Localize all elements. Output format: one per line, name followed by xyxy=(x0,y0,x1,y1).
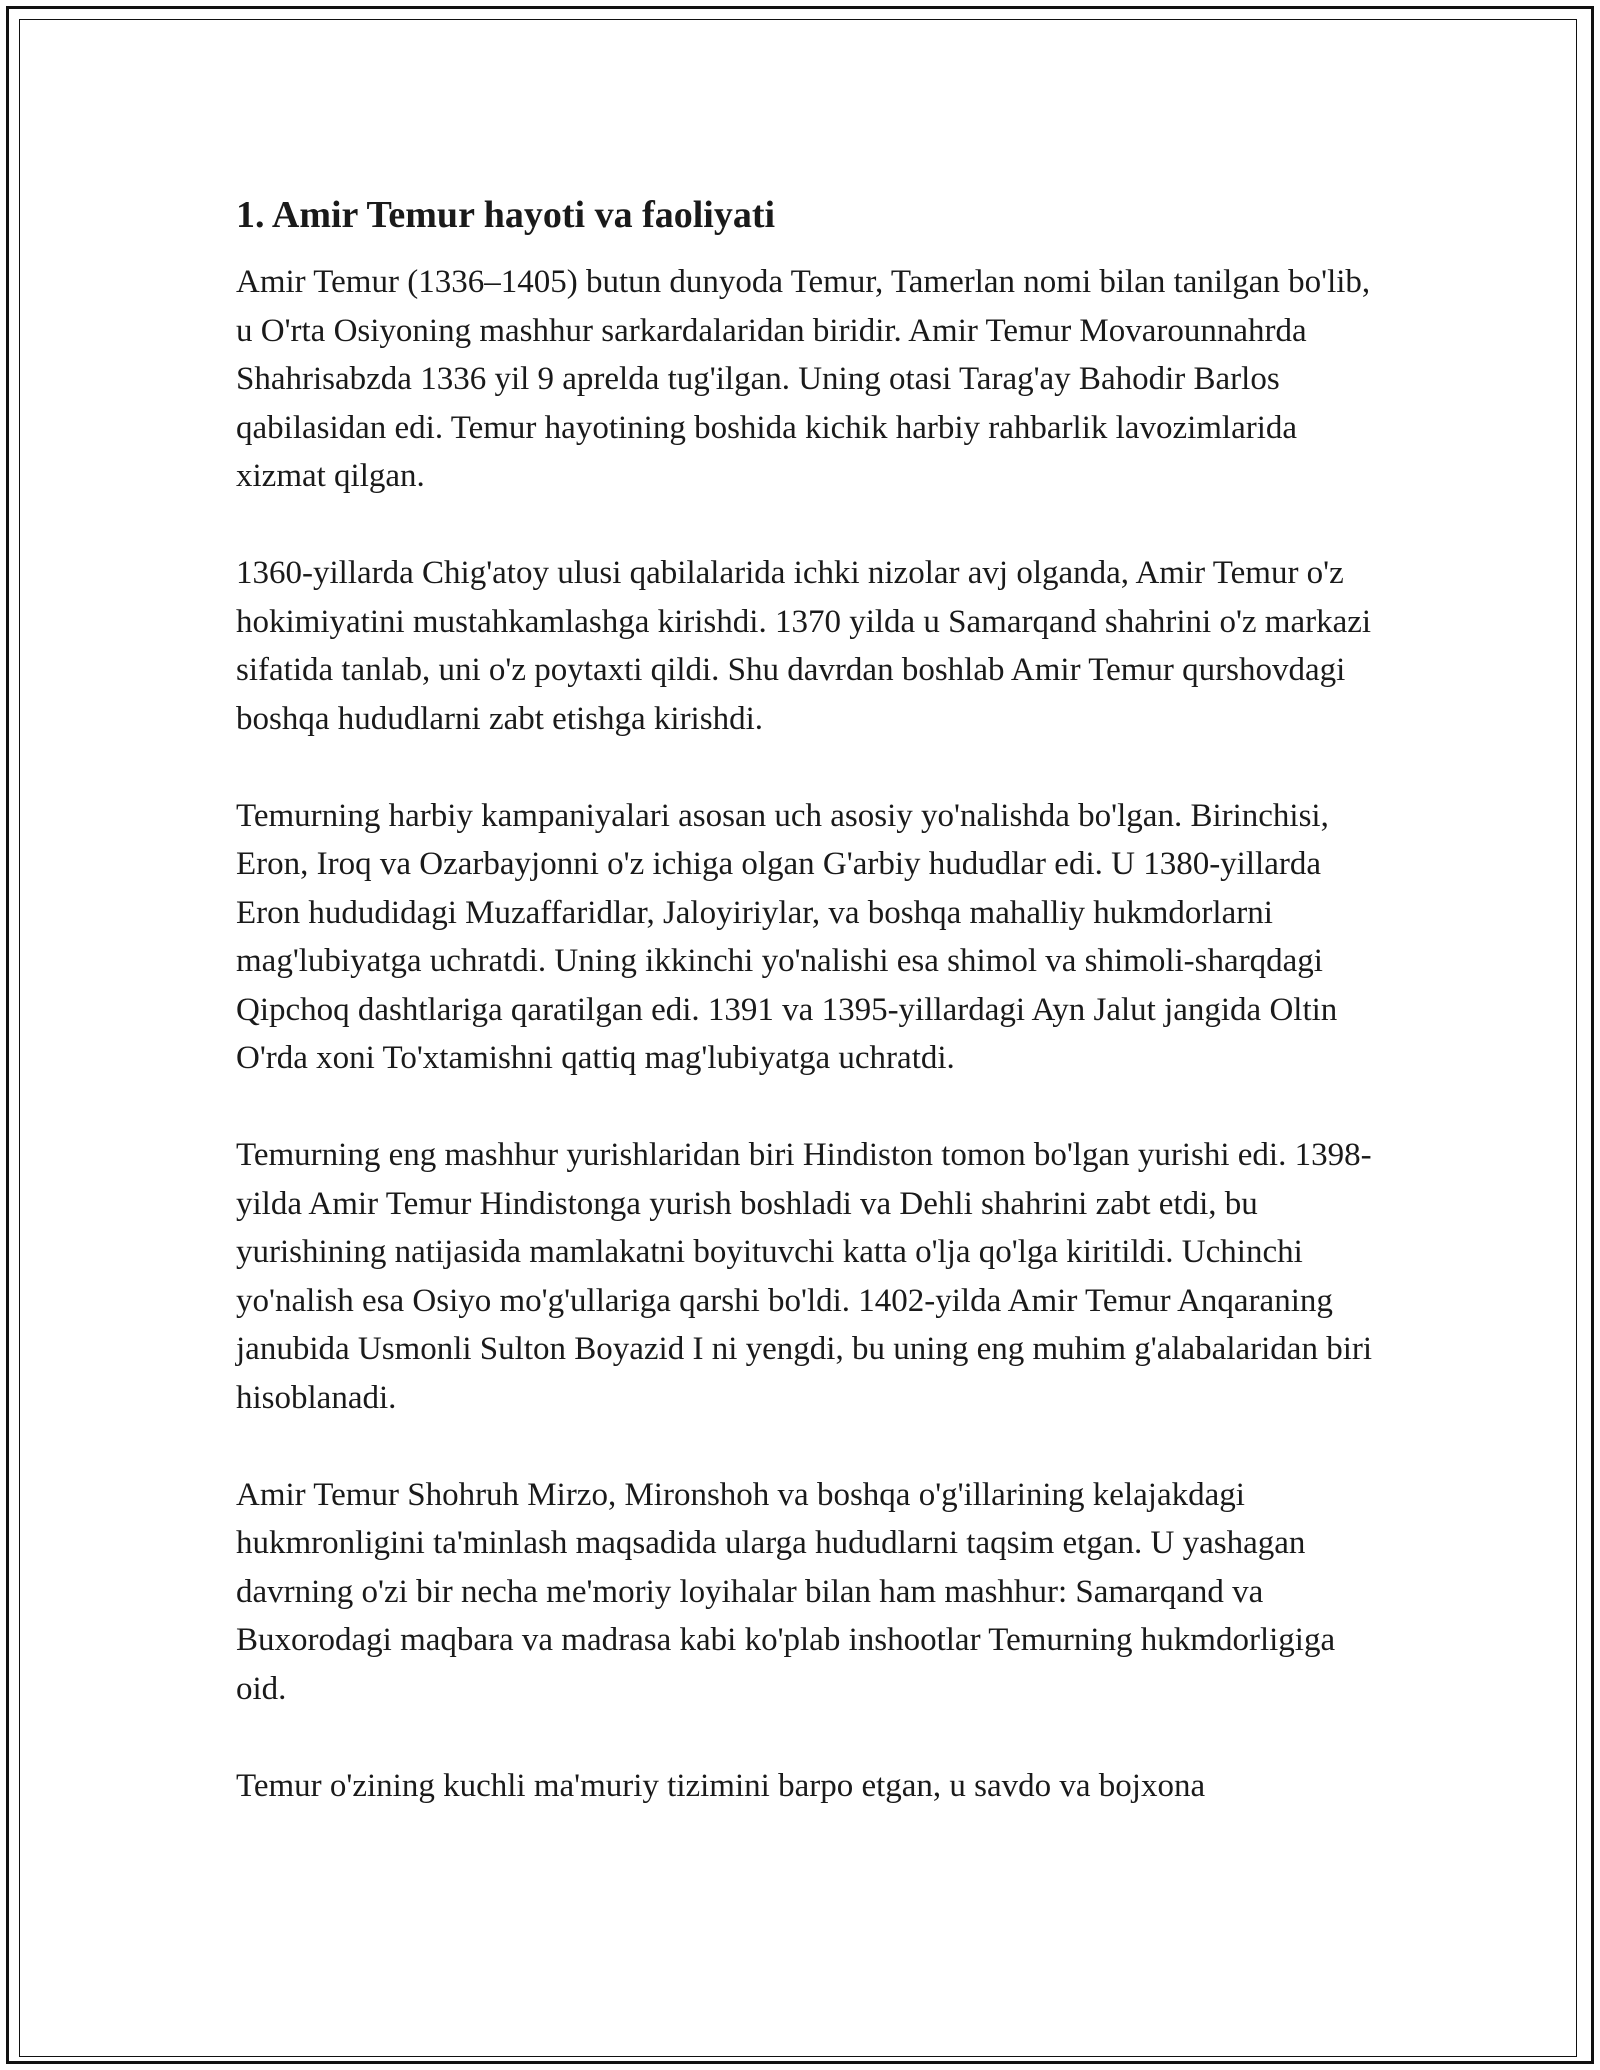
section-heading: 1. Amir Temur hayoti va faoliyati xyxy=(236,194,776,236)
paragraph-6: Temur o'zining kuchli ma'muriy tizimini barpo etgan, u savdo va bojxona xyxy=(236,1767,1206,1804)
paragraph-4: Temurning eng mashhur yurishlaridan biri Hindiston tomon bo'lgan yurishi edi. 1398-yilda Amir Temur Hindistonga yurish boshladi va Dehli shahrini zabt etdi, bu yurishining natijasida mamlakatni boyituvchi katta o'lja qo'lga kiritildi. Uchinchi yo'nalish esa Osiyo mo'g'ullariga qarshi bo'ldi. 1402-yilda Amir Temur Anqaraning janubida Usmonli Sulton Boyazid I ni yengdi, bu uning eng muhim g'alabalaridan biri hisoblanadi. xyxy=(236,1137,1373,1416)
paragraph-3: Temurning harbiy kampaniyalari asosan uch asosiy yo'nalishda bo'lgan. Birinchisi, Eron, Iroq va Ozarbayjonni o'z ichiga olgan G'arbiy hududlar edi. U 1380-yillarda Eron hududidagi Muzaffaridlar, Jaloyiriylar, va boshqa mahalliy hukmdorlarni mag'lubiyatga uchratdi. Uning ikkinchi yo'nalishi esa shimol va shimoli-sharqdagi Qipchoq dashtlariga qaratilgan edi. 1391 va 1395-yillardagi Ayn Jalut jangida Oltin O'rda xoni To'xtamishni qattiq mag'lubiyatga uchratdi. xyxy=(236,797,1338,1076)
paragraph-5: Amir Temur Shohruh Mirzo, Mironshoh va boshqa o'g'illarining kelajakdagi hukmronligini ta'minlash maqsadida ularga hududlarni taqsim etgan. U yashagan davrning o'zi bir necha me'moriy loyihalar bilan ham mashhur: Samarqand va Buxorodagi maqbara va madrasa kabi ko'plab inshootlar Temurning hukmdorligiga oid. xyxy=(236,1476,1336,1707)
paragraph-1: Amir Temur (1336–1405) butun dunyoda Temur, Tamerlan nomi bilan tanilgan bo'lib, u O'rta Osiyoning mashhur sarkardalaridan biridir. Amir Temur Movarounnahrda Shahrisabzda 1336 yil 9 aprelda tug'ilgan. Uning otasi Tarag'ay Bahodir Barlos qabilasidan edi. Temur hayotining boshida kichik harbiy rahbarlik lavozimlarida xizmat qilgan. xyxy=(236,264,1371,494)
paragraph-2: 1360-yillarda Chig'atoy ulusi qabilalarida ichki nizolar avj olganda, Amir Temur o'z hokimiyatini mustahkamlashga kirishdi. 1370 yilda u Samarqand shahrini o'z markazi sifatida tanlab, uni o'z poytaxti qildi. Shu davrdan boshlab Amir Temur qurshovdagi boshqa hududlarni zabt etishga kirishdi. xyxy=(236,555,1372,737)
document-body xyxy=(236,188,1386,1859)
